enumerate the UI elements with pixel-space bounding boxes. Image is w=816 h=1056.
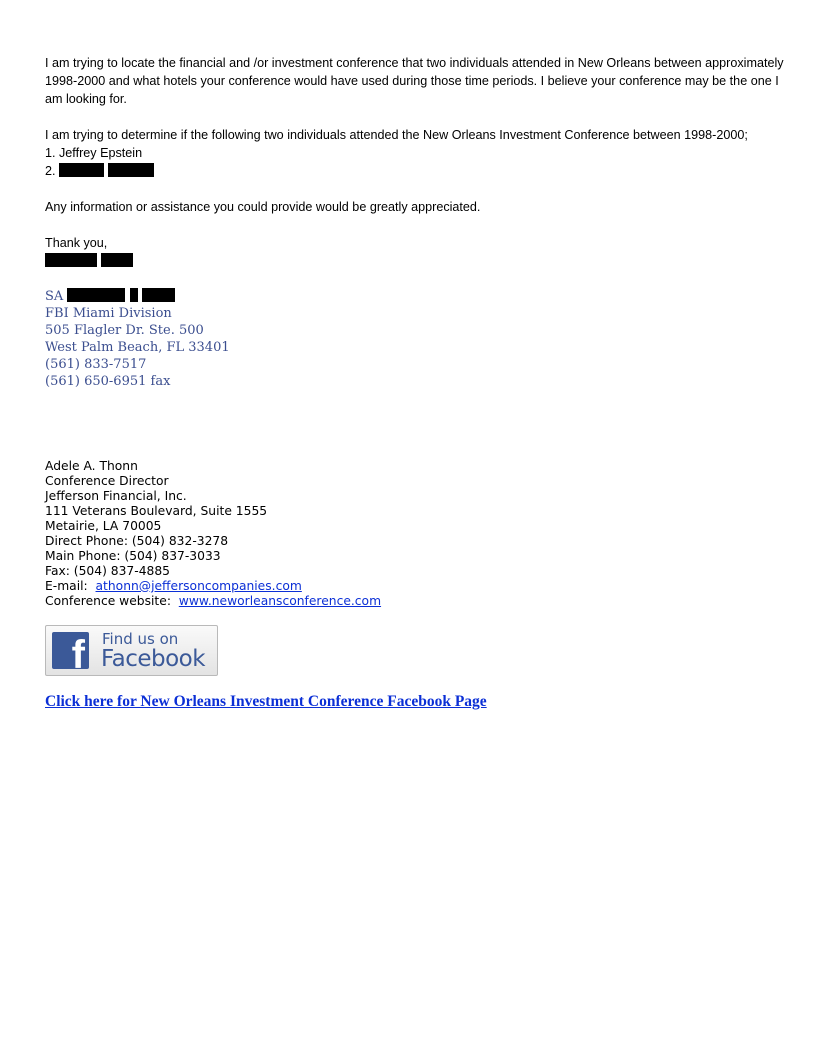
facebook-badge-line1: Find us on bbox=[102, 630, 179, 648]
redaction-block bbox=[59, 163, 104, 177]
signature-division: FBI Miami Division bbox=[45, 306, 172, 321]
redaction-block bbox=[130, 288, 138, 302]
paragraph-individuals: I am trying to determine if the following two individuals attended the New Orleans Investment Conference between 1998-2000; bbox=[45, 128, 748, 142]
contact-company: Jefferson Financial, Inc. bbox=[45, 489, 187, 503]
website-label: Conference website: bbox=[45, 594, 179, 608]
signature-address-line1: 505 Flagler Dr. Ste. 500 bbox=[45, 323, 204, 338]
contact-fax: Fax: (504) 837-4885 bbox=[45, 564, 170, 578]
email-link[interactable]: athonn@jeffersoncompanies.com bbox=[95, 579, 302, 593]
contact-street: 111 Veterans Boulevard, Suite 1555 bbox=[45, 504, 268, 518]
contact-city: Metairie, LA 70005 bbox=[45, 519, 162, 533]
list-item-2 bbox=[45, 162, 785, 180]
contact-direct-phone: Direct Phone: (504) 832-3278 bbox=[45, 534, 229, 548]
redaction-block bbox=[45, 253, 97, 267]
facebook-badge-line2: Facebook bbox=[101, 646, 206, 672]
facebook-badge[interactable] bbox=[45, 625, 218, 676]
redaction-block bbox=[142, 288, 175, 302]
closing: Thank you, bbox=[45, 236, 108, 250]
facebook-page-link[interactable]: Click here for New Orleans Investment Conference Facebook Page bbox=[45, 693, 487, 710]
sender-name-redacted bbox=[45, 252, 785, 270]
list-item-2-number: 2. bbox=[45, 164, 56, 178]
contact-website-row bbox=[45, 594, 785, 609]
email-body bbox=[45, 54, 785, 270]
redaction-block bbox=[67, 288, 125, 302]
website-link[interactable]: www.neworleansconference.com bbox=[178, 594, 382, 608]
contact-email-row bbox=[45, 579, 785, 594]
fbi-signature bbox=[45, 288, 785, 390]
contact-name: Adele A. Thonn bbox=[45, 459, 138, 473]
signature-title bbox=[45, 288, 785, 305]
contact-main-phone: Main Phone: (504) 837-3033 bbox=[45, 549, 221, 563]
list-item-1: 1. Jeffrey Epstein bbox=[45, 146, 143, 160]
redaction-block bbox=[101, 253, 133, 267]
email-label: E-mail: bbox=[45, 579, 96, 593]
signature-title-prefix: SA bbox=[45, 289, 64, 304]
paragraph-inquiry: I am trying to locate the financial and /or investment conference that two individuals attended in New Orleans between approximately 1998-2000 and what hotels your conference would have used during those time periods. I believe your conference may be the one I am looking for. bbox=[45, 56, 784, 106]
signature-address-line2: West Palm Beach, FL 33401 bbox=[45, 340, 230, 355]
contact-title: Conference Director bbox=[45, 474, 169, 488]
paragraph-request: Any information or assistance you could provide would be greatly appreciated. bbox=[45, 200, 481, 214]
facebook-f-icon: f bbox=[52, 632, 89, 669]
signature-phone: (561) 833-7517 bbox=[45, 357, 147, 372]
redaction-block bbox=[108, 163, 154, 177]
signature-fax: (561) 650-6951 fax bbox=[45, 374, 171, 389]
document-page bbox=[45, 54, 785, 711]
conference-contact-block bbox=[45, 459, 785, 609]
